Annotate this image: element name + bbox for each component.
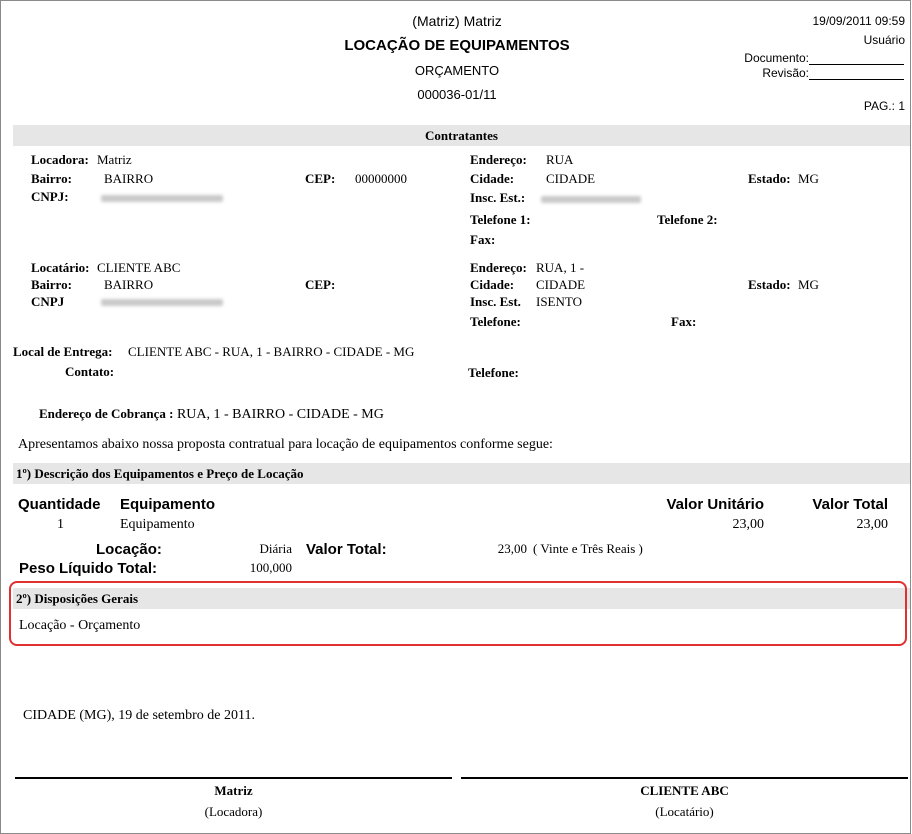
locadora-cep-label: CEP: <box>305 171 336 186</box>
locadora-insc-label: Insc. Est.: <box>470 190 526 205</box>
entrega-telefone-label: Telefone: <box>468 365 519 380</box>
locadora-bairro: BAIRRO <box>104 171 154 186</box>
locadora-endereco: RUA <box>546 152 574 167</box>
signature-left-name: Matriz <box>214 783 253 798</box>
revisao-underline <box>809 79 904 80</box>
locacao-label: Locação: <box>96 541 162 558</box>
locacao-value: Diária <box>259 541 292 556</box>
locadora-estado: MG <box>798 171 819 186</box>
locatario-insc-label: Insc. Est. <box>470 294 521 309</box>
signature-line-right <box>461 777 908 779</box>
locatario-endereco: RUA, 1 - <box>536 260 585 275</box>
locatario-label: Locatário: <box>31 260 90 275</box>
row-equipamento: Equipamento <box>120 517 195 532</box>
contato-label: Contato: <box>65 364 115 379</box>
locatario-cnpj-redacted <box>101 299 223 306</box>
documento-underline <box>809 64 904 65</box>
locatario-cidade: CIDADE <box>536 277 586 292</box>
document-type: ORÇAMENTO <box>414 63 500 78</box>
locatario-name: CLIENTE ABC <box>97 260 181 275</box>
locadora-cnpj-redacted <box>101 195 223 202</box>
locadora-estado-label: Estado: <box>748 171 791 186</box>
locatario-bairro: BAIRRO <box>104 277 154 292</box>
valor-total-value: 23,00 <box>497 541 527 556</box>
document-number: 000036-01/11 <box>417 87 497 102</box>
row-quantidade: 1 <box>57 517 64 532</box>
signature-left-role: (Locadora) <box>204 804 263 819</box>
equipamentos-section-header <box>13 463 910 484</box>
locatario-fax-label: Fax: <box>671 314 697 329</box>
page-number: PAG.: 1 <box>863 99 905 113</box>
signature-right-name: CLIENTE ABC <box>640 783 729 798</box>
locadora-insc-redacted <box>541 196 641 203</box>
local-entrega-label: Local de Entrega: <box>13 344 113 359</box>
revisao-label: Revisão: <box>762 66 809 80</box>
document-title: LOCAÇÃO DE EQUIPAMENTOS <box>344 37 570 54</box>
intro-text: Apresentamos abaixo nossa proposta contratual para locação de equipamentos conforme segue: <box>18 437 553 452</box>
place-date: CIDADE (MG), 19 de setembro de 2011. <box>23 708 255 723</box>
locatario-cidade-label: Cidade: <box>470 277 515 292</box>
locatario-insc: ISENTO <box>536 294 582 309</box>
equipamentos-title: 1º) Descrição dos Equipamentos e Preço de Locação <box>16 466 304 481</box>
locadora-telefone1-label: Telefone 1: <box>470 212 531 227</box>
valor-extenso: ( Vinte e Três Reais ) <box>533 541 643 556</box>
locadora-fax-label: Fax: <box>470 232 496 247</box>
locatario-cep-label: CEP: <box>305 277 336 292</box>
locadora-cidade-label: Cidade: <box>470 171 515 186</box>
locadora-label: Locadora: <box>31 152 89 167</box>
user-label: Usuário <box>863 33 905 47</box>
print-datetime: 19/09/2011 09:59 <box>812 14 905 28</box>
locatario-endereco-label: Endereço: <box>470 260 527 275</box>
signature-line-left <box>15 777 452 779</box>
locatario-bairro-label: Bairro: <box>31 277 72 292</box>
cobranca-value: RUA, 1 - BAIRRO - CIDADE - MG <box>176 407 384 422</box>
cobranca-row <box>39 406 384 423</box>
peso-value: 100,000 <box>249 560 292 575</box>
col-valor-unitario: Valor Unitário <box>666 496 764 513</box>
disposicoes-title: 2º) Disposições Gerais <box>16 591 139 606</box>
row-valor-unitario: 23,00 <box>732 517 764 532</box>
locadora-name: Matriz <box>97 152 132 167</box>
col-valor-total: Valor Total <box>812 496 888 513</box>
highlight-box <box>9 581 907 646</box>
locadora-bairro-label: Bairro: <box>31 171 72 186</box>
locadora-cnpj-label: CNPJ: <box>31 189 69 204</box>
contratantes-title: Contratantes <box>425 128 498 143</box>
cobranca-label: Endereço de Cobrança : <box>39 406 174 421</box>
locatario-telefone-label: Telefone: <box>470 314 521 329</box>
col-quantidade: Quantidade <box>18 496 101 513</box>
locatario-cnpj-label: CNPJ <box>31 294 65 309</box>
disposicoes-text: Locação - Orçamento <box>19 618 141 633</box>
signature-right-role: (Locatário) <box>655 804 714 819</box>
col-equipamento: Equipamento <box>120 496 216 513</box>
peso-label: Peso Líquido Total: <box>19 560 158 577</box>
locatario-estado-label: Estado: <box>748 277 791 292</box>
local-entrega: CLIENTE ABC - RUA, 1 - BAIRRO - CIDADE - MG <box>128 344 415 359</box>
locadora-endereco-label: Endereço: <box>470 152 527 167</box>
documento-label: Documento: <box>744 51 809 65</box>
row-valor-total: 23,00 <box>856 517 888 532</box>
company-name: (Matriz) Matriz <box>412 13 502 29</box>
locadora-cep: 00000000 <box>355 171 407 186</box>
locadora-telefone2-label: Telefone 2: <box>657 212 718 227</box>
valor-total-label: Valor Total: <box>306 541 387 558</box>
contratantes-section-header <box>13 125 910 146</box>
locatario-estado: MG <box>798 277 819 292</box>
locadora-cidade: CIDADE <box>546 171 596 186</box>
